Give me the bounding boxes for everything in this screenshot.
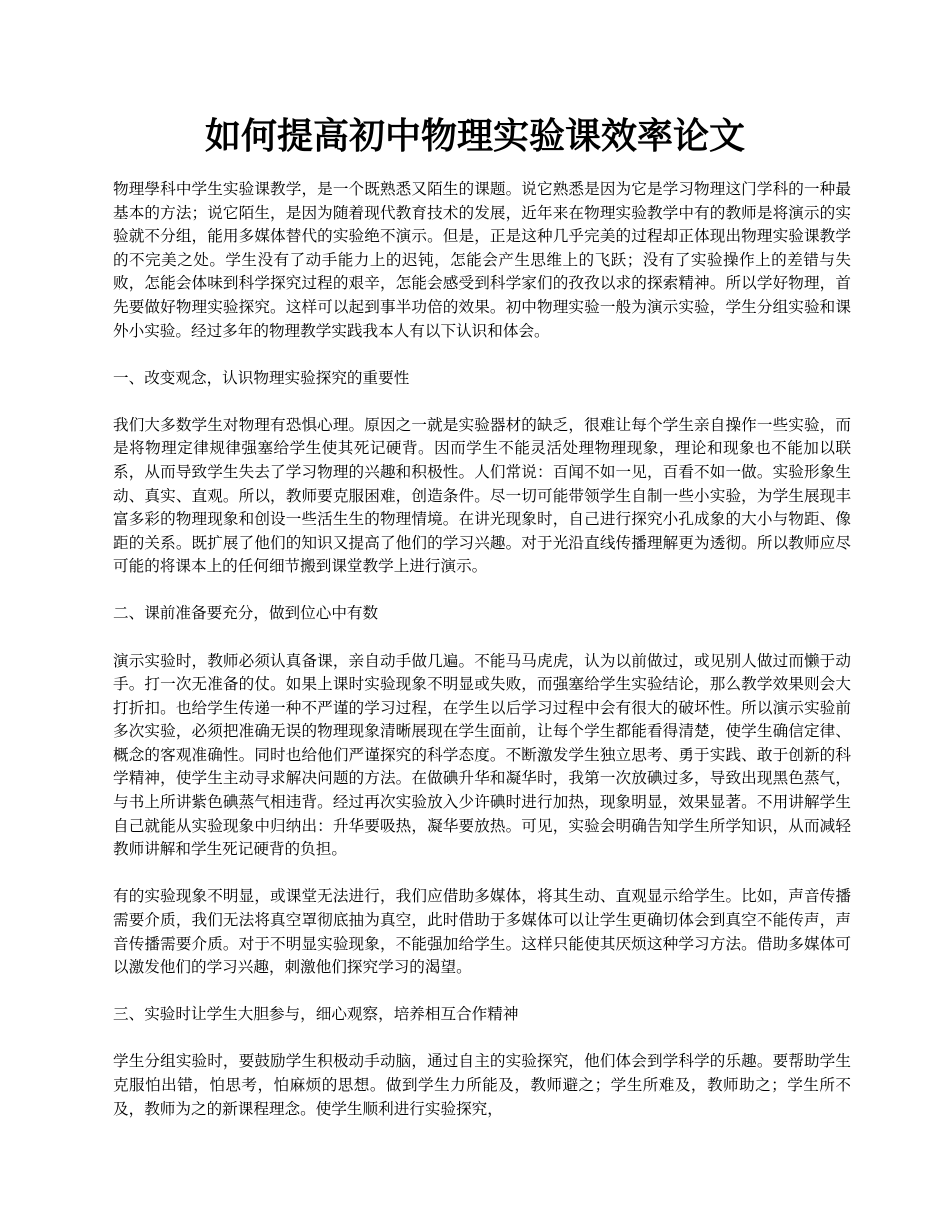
section-3-paragraph: 学生分组实验时，要鼓励学生积极动手动脑，通过自主的实验探究，他们体会到学科学的乐趣。要帮助学生克服怕出错，怕思考，怕麻烦的思想。做到学生力所能及，教师避之；学生所难及，教师助之；学生所不及，教师为之的新课程理念。使学生顺利进行实验探究， (113, 1052, 851, 1118)
page-title: 如何提高初中物理实验课效率论文 (204, 115, 745, 157)
document-body (113, 178, 851, 1145)
section-heading-1: 一、改变观念，认识物理实验探究的重要性 (113, 368, 410, 387)
intro-paragraph: 物理學科中学生实验课教学，是一个既熟悉又陌生的课题。说它熟悉是因为它是学习物理这门学科的一种最基本的方法；说它陌生，是因为随着现代教育技术的发展，近年来在物理实验教学中有的教师是将演示的实验就不分组，能用多媒体替代的实验绝不演示。但是，正是这种几乎完美的过程却正体现出物理实验课教学的不完美之处。学生没有了动手能力上的迟钝，怎能会产生思维上的飞跃；没有了实验操作上的差错与失败，怎能会体味到科学探究过程的艰辛，怎能会感受到科学家们的孜孜以求的探索精神。所以学好物理，首先要做好物理实验探究。这样可以起到事半功倍的效果。初中物理实验一般为演示实验，学生分组实验和课外小实验。经过多年的物理教学实践我本人有以下认识和体会。 (113, 180, 851, 340)
section-heading-2: 二、课前准备要充分，做到位心中有数 (113, 604, 379, 623)
section-2-paragraph-1: 演示实验时，教师必须认真备课，亲自动手做几遍。不能马马虎虎，认为以前做过，或见别人做过而懒于动手。打一次无准备的仗。如果上课时实验现象不明显或失败，而强塞给学生实验结论，那么教学效果则会大打折扣。也给学生传递一种不严谨的学习过程，在学生以后学习过程中会有很大的破坏性。所以演示实验前多次实验，必须把准确无误的物理现象清晰展现在学生面前，让每个学生都能看得清楚，使学生确信定律、概念的客观准确性。同时也给他们严谨探究的科学态度。不断激发学生独立思考、勇于实践、敢于创新的科学精神，使学生主动寻求解决问题的方法。在做碘升华和凝华时，我第一次放碘过多，导致出现黑色蒸气，与书上所讲紫色碘蒸气相违背。经过再次实验放入少许碘时进行加热，现象明显，效果显著。不用讲解学生自己就能从实验现象中归纳出：升华要吸热，凝华要放热。可见，实验会明确告知学生所学知识，从而减轻教师讲解和学生死记硬背的负担。 (113, 651, 851, 859)
section-2-paragraph-2: 有的实验现象不明显，或课堂无法进行，我们应借助多媒体，将其生动、直观显示给学生。比如，声音传播需要介质，我们无法将真空罩彻底抽为真空，此时借助于多媒体可以让学生更确切体会到真空不能传声，声音传播需要介质。对于不明显实验现象，不能强加给学生。这样只能使其厌烦这种学习方法。借助多媒体可以激发他们的学习兴趣，刺激他们探究学习的渴望。 (113, 887, 851, 977)
section-heading-3: 三、实验时让学生大胆参与，细心观察，培养相互合作精神 (113, 1005, 519, 1024)
section-1-paragraph: 我们大多数学生对物理有恐惧心理。原因之一就是实验器材的缺乏，很难让每个学生亲自操作一些实验，而是将物理定律规律强塞给学生使其死记硬背。因而学生不能灵活处理物理现象，理论和现象也不能加以联系，从而导致学生失去了学习物理的兴趣和积极性。人们常说：百闻不如一见，百看不如一做。实验形象生动、真实、直观。所以，教师要克服困难，创造条件。尽一切可能带领学生自制一些小实验，为学生展现丰富多彩的物理现象和创设一些活生生的物理情境。在讲光现象时，自己进行探究小孔成象的大小与物距、像距的关系。既扩展了他们的知识又提高了他们的学习兴趣。对于光沿直线传播理解更为透彻。所以教师应尽可能的将课本上的任何细节搬到课堂教学上进行演示。 (113, 415, 851, 576)
